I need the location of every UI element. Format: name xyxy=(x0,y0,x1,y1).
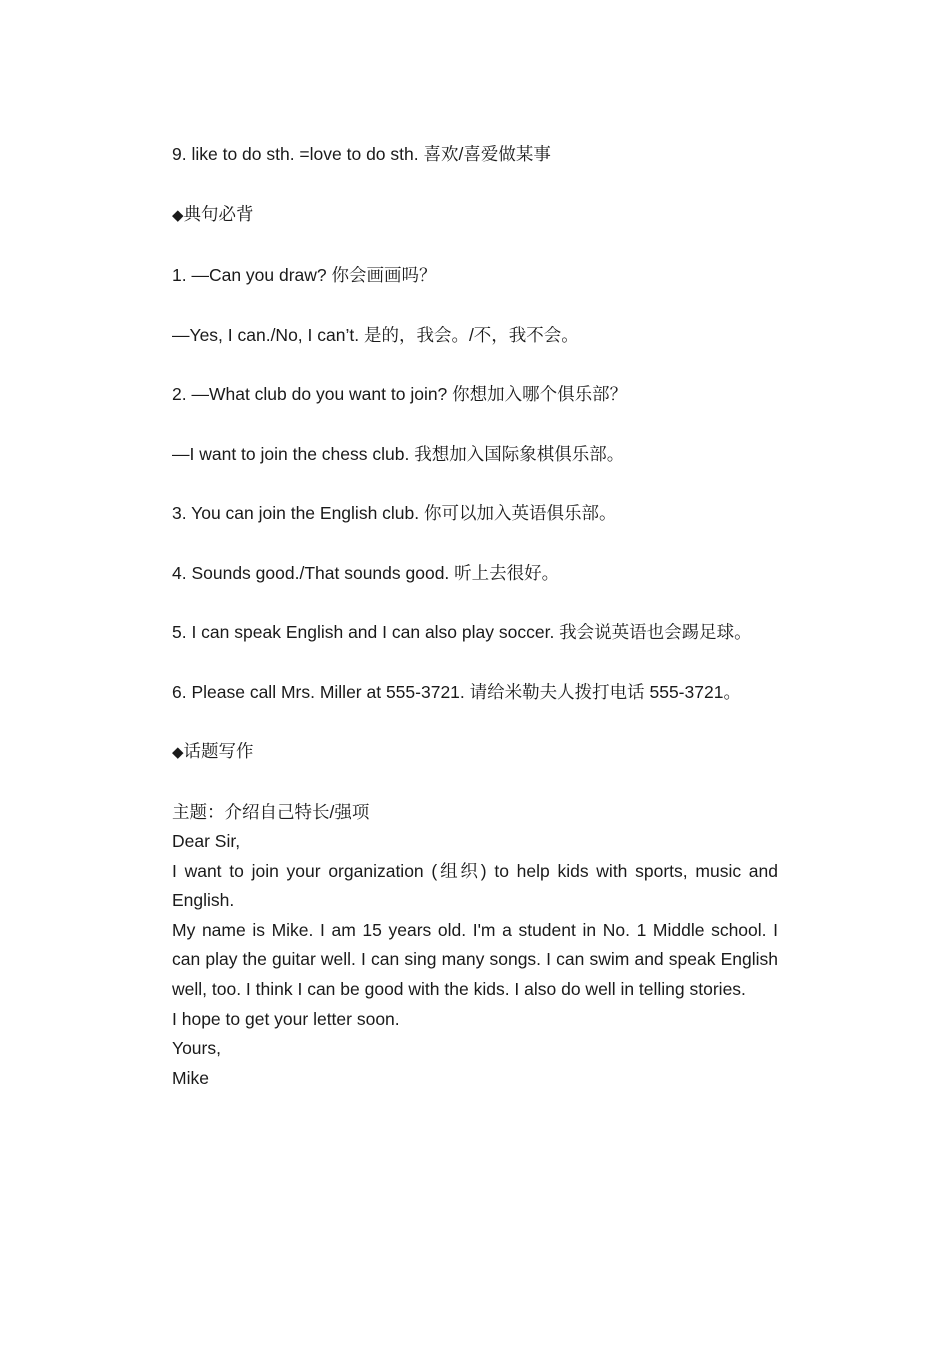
letter-paragraph: I hope to get your letter soon. xyxy=(172,1008,400,1029)
letter-paragraph: I want to join your organization (组织) to help kids with sports, music and English. xyxy=(172,860,778,911)
sentence-item: 2. —What club do you want to join? 你想加入哪个俱乐部？ xyxy=(172,384,628,404)
section-heading-writing xyxy=(172,736,778,768)
letter-paragraph: My name is Mike. I am 15 years old. I'm a student in No. 1 Middle school. I can play the guitar well. I can sing many songs. I can swim and speak English well, too. I think I can be good with the kids. I also do well in telling stories. xyxy=(172,919,778,1000)
sentence-item: 4. Sounds good./That sounds good. 听上去很好。 xyxy=(172,562,560,583)
sentence-item: —I want to join the chess club. 我想加入国际象棋俱乐部。 xyxy=(172,443,625,464)
letter-closing: Yours, xyxy=(172,1038,221,1059)
sentence-item: 5. I can speak English and I can also play soccer. 我会说英语也会踢足球。 xyxy=(172,622,752,642)
letter-greeting: Dear Sir, xyxy=(172,831,241,852)
diamond-bullet-icon: ◆ xyxy=(172,744,184,761)
section-title: 典句必背 xyxy=(183,203,254,224)
section-title: 话题写作 xyxy=(183,741,254,761)
sentence-item: 3. You can join the English club. 你可以加入英语俱乐部。 xyxy=(172,503,617,523)
sentence-item: 1. —Can you draw? 你会画画吗？ xyxy=(172,265,437,285)
vocab-item-9: 9. like to do sth. =love to do sth. 喜欢/喜爱做某事 xyxy=(172,144,551,164)
sample-letter xyxy=(172,798,778,1094)
sentence-item: 6. Please call Mrs. Miller at 555-3721. 请给米勒夫人拨打电话 555-3721。 xyxy=(172,681,741,702)
diamond-bullet-icon: ◆ xyxy=(172,206,184,224)
writing-topic: 主题：介绍自己特长/强项 xyxy=(172,801,370,822)
sentence-item: —Yes, I can./No, I can’t. 是的，我会。/不，我不会。 xyxy=(172,324,579,345)
document-page xyxy=(172,139,778,1093)
section-heading-sentences xyxy=(172,199,778,231)
letter-signature: Mike xyxy=(172,1067,209,1088)
